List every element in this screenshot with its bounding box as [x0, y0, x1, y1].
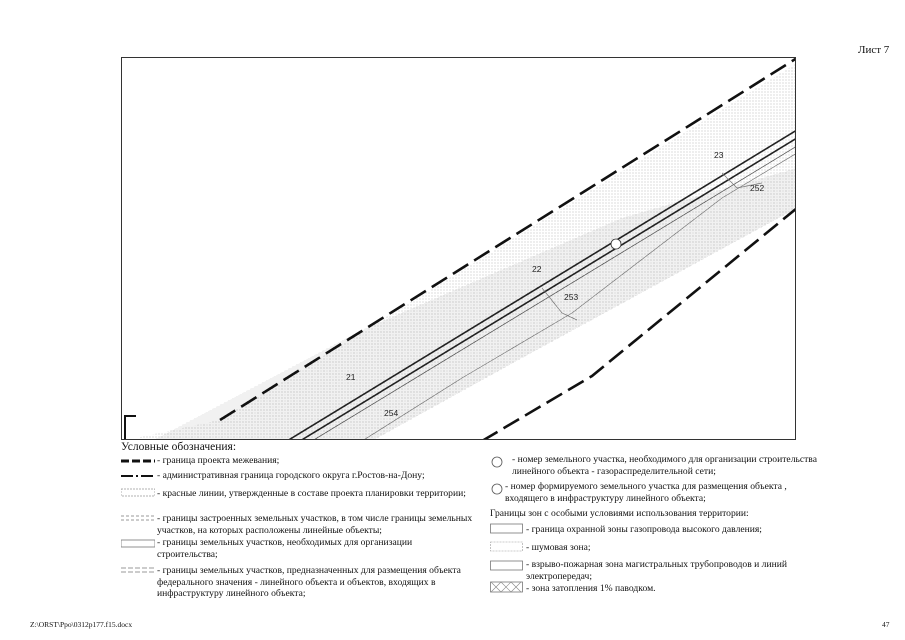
noise-zone-symbol [491, 542, 523, 551]
plot-label-254: 254 [384, 408, 399, 418]
flood-zone-hatch [491, 582, 521, 592]
legend-item-construction-plot-number: - номер земельного участка, необходимого для организации строительства линейного объекта - газораспределительной сети; [512, 454, 817, 477]
legend-zone-flood: - зона затопления 1% паводком. [526, 583, 656, 594]
map-frame [121, 57, 796, 440]
legend-zone-explosion: - взрыво-пожарная зона магистральных трубопроводов и линий электропередач; [526, 559, 787, 582]
legend-item-admin-boundary: - административная граница городского округа г.Ростов-на-Дону; [157, 470, 425, 481]
plot-number-marker [611, 239, 621, 249]
legend-item-formed-plot-number: - номер формируемого земельного участка для размещения объекта , входящего в инфраструктуру линейного объекта; [505, 481, 787, 504]
legend-item-red-lines: - красные линии, утвержденные в составе проекта планировки территории; [157, 488, 466, 499]
plot-label-252: 252 [750, 183, 765, 193]
legend-symbols-left [121, 456, 155, 606]
zones-title: Границы зон с особыми условиями использования территории: [490, 508, 749, 519]
construction-plot-number-symbol [492, 457, 502, 467]
legend-zone-gas-pipeline: - граница охранной зоны газопровода высокого давления; [526, 524, 762, 535]
plot-label-22: 22 [532, 264, 542, 274]
flood-zone-symbol [491, 582, 523, 592]
formed-plot-number-symbol [492, 484, 502, 494]
left-edge-mark [125, 416, 136, 440]
sheet-label: Лист 7 [858, 44, 890, 56]
legend-item-project-boundary: - граница проекта межевания; [157, 455, 280, 466]
plot-label-253: 253 [564, 292, 579, 302]
legend-symbols-zones [490, 523, 524, 595]
red-lines-symbol [121, 489, 155, 496]
footer-file-path: Z:\ORST\Ppo\0312p177.f15.docx [30, 620, 133, 629]
plot-label-23: 23 [714, 150, 724, 160]
legend-item-built-plots: - границы застроенных земельных участков, в том числе границы земельных участков, на которых расположены линейные объекты; [157, 513, 473, 536]
legend-item-construction-plots: - границы земельных участков, необходимых для организации строительства; [157, 537, 413, 560]
legend-item-federal-object-plots: - границы земельных участков, предназначенных для размещения объекта федерального значения - линейного объекта и объектов, входящих в инфраструктуру линейного объекта; [157, 565, 461, 599]
denser-area [152, 168, 796, 440]
explosion-zone-symbol [491, 561, 523, 570]
gas-pipeline-zone-symbol [491, 524, 523, 533]
legend-title: Условные обозначения: [121, 441, 237, 453]
cadastral-map [122, 58, 796, 440]
legend-zone-noise: - шумовая зона; [526, 542, 591, 553]
construction-plots-symbol [121, 540, 155, 547]
page-number: 47 [882, 620, 890, 629]
plot-label-21: 21 [346, 372, 356, 382]
